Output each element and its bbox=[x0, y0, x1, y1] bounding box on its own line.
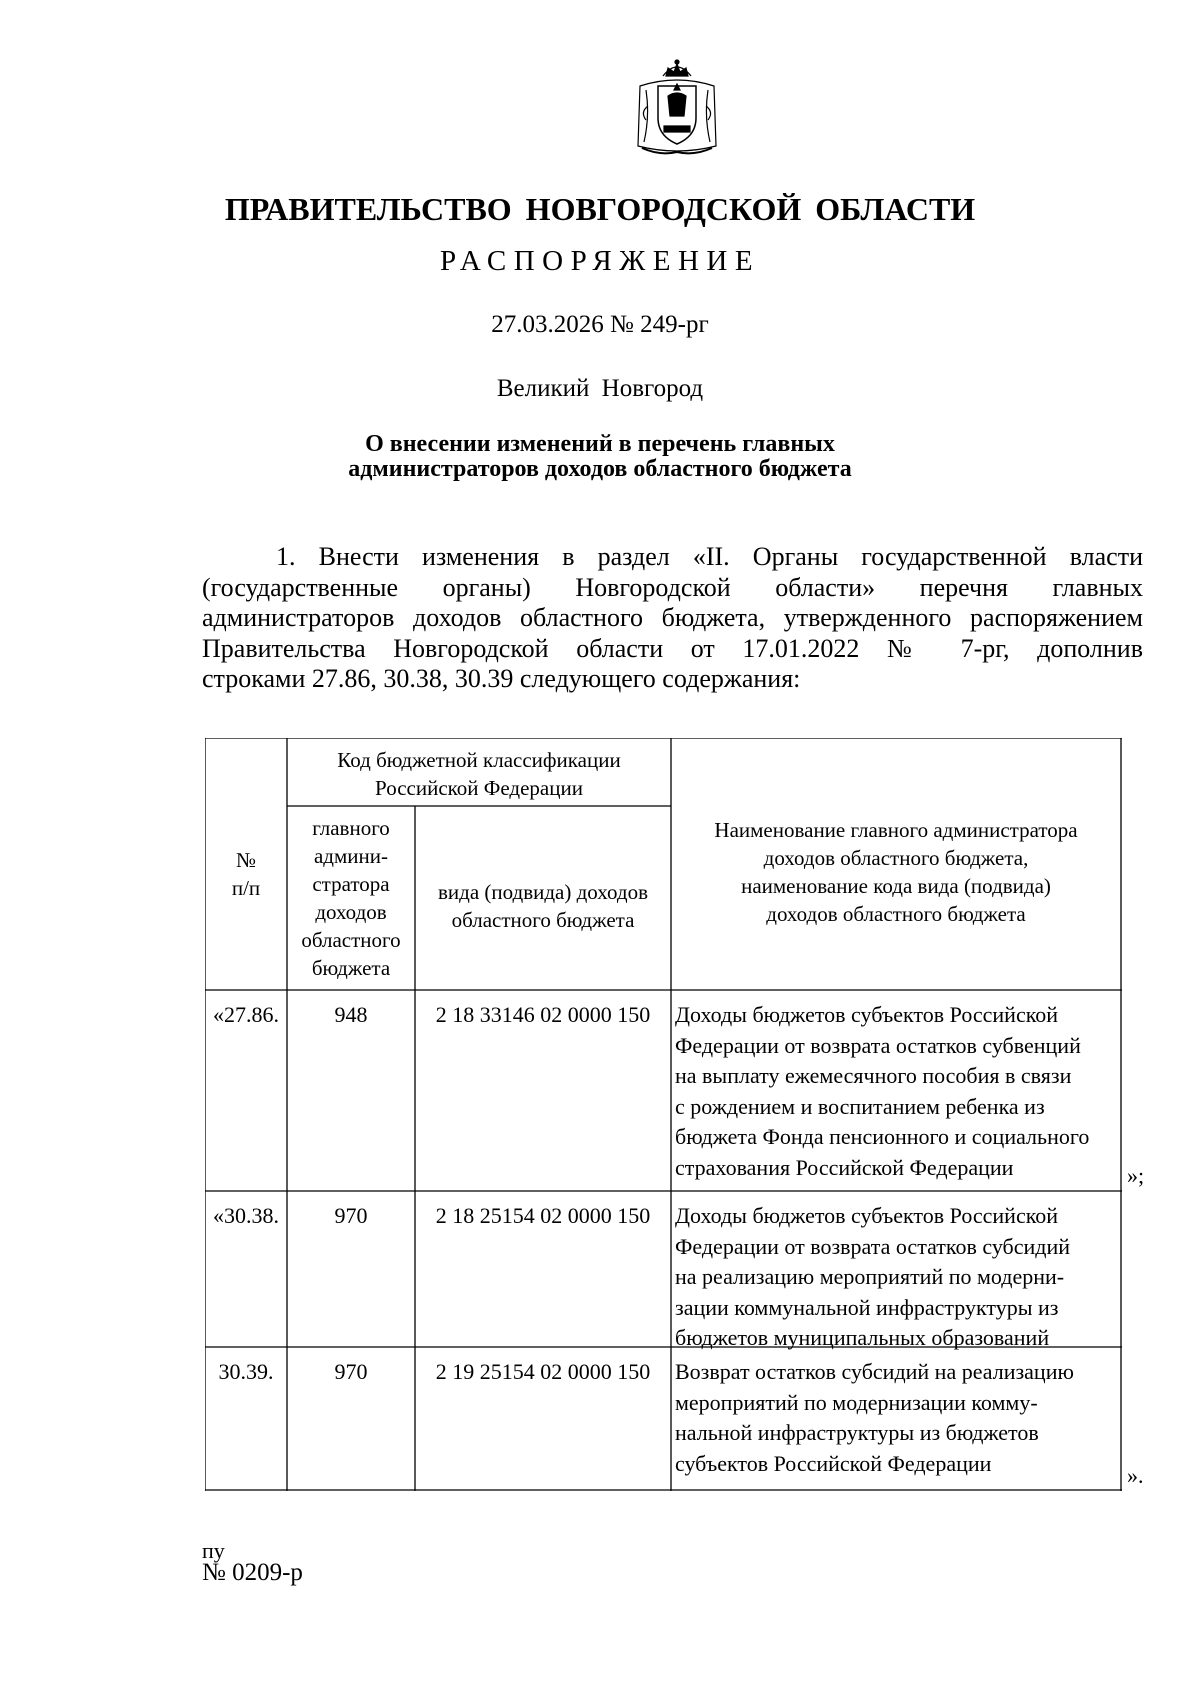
name-line: Доходы бюджетов субъектов Российской bbox=[675, 1002, 1059, 1027]
body-line: администраторов доходов областного бюджета, утвержденного распоряжением bbox=[202, 603, 1143, 632]
header-admin-line: доходов bbox=[315, 900, 387, 924]
header-name-line: доходов областного бюджета, bbox=[763, 846, 1029, 870]
name-line: Федерации от возврата остатков субвенций bbox=[675, 1032, 1081, 1058]
table-row-1-code: 2 18 33146 02 0000 150 bbox=[435, 1002, 651, 1027]
header-name-line: доходов областного бюджета bbox=[766, 902, 1026, 926]
footer-line-2: № 0209-р bbox=[202, 1559, 303, 1586]
name-line: Возврат остатков субсидий на реализацию bbox=[675, 1359, 1074, 1384]
header-admin-line: стратора bbox=[312, 872, 390, 896]
header-number-line: п/п bbox=[231, 876, 261, 900]
body-paragraph bbox=[202, 542, 1143, 695]
header-code-group bbox=[287, 746, 671, 802]
header-admin-line: областного bbox=[301, 928, 401, 952]
name-line: Доходы бюджетов субъектов Российской bbox=[675, 1203, 1059, 1228]
footer-reference bbox=[202, 1538, 303, 1586]
name-line: бюджетов муниципальных образований bbox=[675, 1325, 1050, 1350]
table-row-3-name bbox=[675, 1357, 1119, 1479]
title-line-2: администраторов доходов областного бюджета bbox=[348, 456, 852, 482]
name-line: Федерации от возврата остатков субсидий bbox=[675, 1233, 1071, 1259]
name-line: страхования Российской Федерации bbox=[675, 1154, 1014, 1180]
table-row-3-number: 30.39. bbox=[218, 1359, 274, 1384]
header-name-line: наименование кода вида (подвида) bbox=[741, 874, 1051, 898]
header-admin-line: главного bbox=[312, 816, 390, 840]
table-row-2-name bbox=[675, 1201, 1119, 1354]
name-line: на реализацию мероприятий по модерни- bbox=[675, 1264, 1065, 1289]
city: Великий Новгород bbox=[496, 375, 704, 402]
header-name-line: Наименование главного администратора bbox=[714, 818, 1078, 842]
name-line: зации коммунальной инфраструктуры из bbox=[675, 1294, 1059, 1320]
header-kind-line: вида (подвида) доходов bbox=[438, 880, 648, 904]
title-line-1: О внесении изменений в перечень главных bbox=[365, 431, 835, 457]
name-line: мероприятий по модернизации комму- bbox=[675, 1389, 1038, 1415]
table-row-2-number: «30.38. bbox=[213, 1203, 279, 1228]
table-row-3-admin: 970 bbox=[334, 1359, 368, 1384]
name-line: на выплату ежемесячного пособия в связи bbox=[675, 1063, 1072, 1088]
row-3-closing-quote: ». bbox=[1127, 1463, 1144, 1488]
header-number-line: № bbox=[235, 848, 257, 872]
name-line: субъектов Российской Федерации bbox=[675, 1450, 992, 1476]
document-title bbox=[0, 432, 1200, 482]
document-type: РАСПОРЯЖЕНИЕ bbox=[439, 245, 761, 277]
body-line: Правительства Новгородской области от 17.01.2022 № 7-рг, дополнив bbox=[202, 633, 1143, 663]
row-1-closing-quote: »; bbox=[1127, 1163, 1145, 1188]
revenue-administrators-table bbox=[205, 738, 1122, 1491]
body-line: строками 27.86, 30.38, 30.39 следующего содержания: bbox=[202, 664, 801, 693]
document-number: 27.03.2026 № 249-рг bbox=[491, 311, 709, 338]
header-admin-line: бюджета bbox=[311, 956, 391, 980]
header-name bbox=[671, 816, 1121, 928]
body-line: 1. Внести изменения в раздел «II. Органы государственной власти bbox=[276, 542, 1143, 571]
coat-of-arms-emblem bbox=[630, 56, 724, 160]
header-number bbox=[205, 846, 287, 902]
table-row-1-admin: 948 bbox=[334, 1002, 368, 1027]
name-line: нальной инфраструктуры из бюджетов bbox=[675, 1420, 1039, 1445]
header-kind-code bbox=[415, 878, 671, 934]
footer-line-1: пу bbox=[202, 1538, 225, 1563]
name-line: бюджета Фонда пенсионного и социального bbox=[675, 1124, 1090, 1149]
organization-title: ПРАВИТЕЛЬСТВО НОВГОРОДСКОЙ ОБЛАСТИ bbox=[224, 191, 976, 227]
name-line: с рождением и воспитанием ребенка из bbox=[675, 1093, 1045, 1119]
body-line: (государственные органы) Новгородской области» перечня главных bbox=[202, 572, 1143, 602]
table-row-2-code: 2 18 25154 02 0000 150 bbox=[435, 1203, 651, 1228]
header-code-group-line: Российской Федерации bbox=[375, 776, 583, 800]
header-code-group-line: Код бюджетной классификации bbox=[337, 748, 621, 772]
table-row-3-code: 2 19 25154 02 0000 150 bbox=[435, 1359, 651, 1384]
header-admin-line: админи- bbox=[313, 844, 388, 868]
table-row-1-name bbox=[675, 1000, 1119, 1183]
table-row-2-admin: 970 bbox=[334, 1203, 368, 1228]
header-kind-line: областного бюджета bbox=[451, 908, 635, 932]
table-row-1-number: «27.86. bbox=[213, 1002, 279, 1027]
header-admin-code bbox=[287, 814, 415, 982]
